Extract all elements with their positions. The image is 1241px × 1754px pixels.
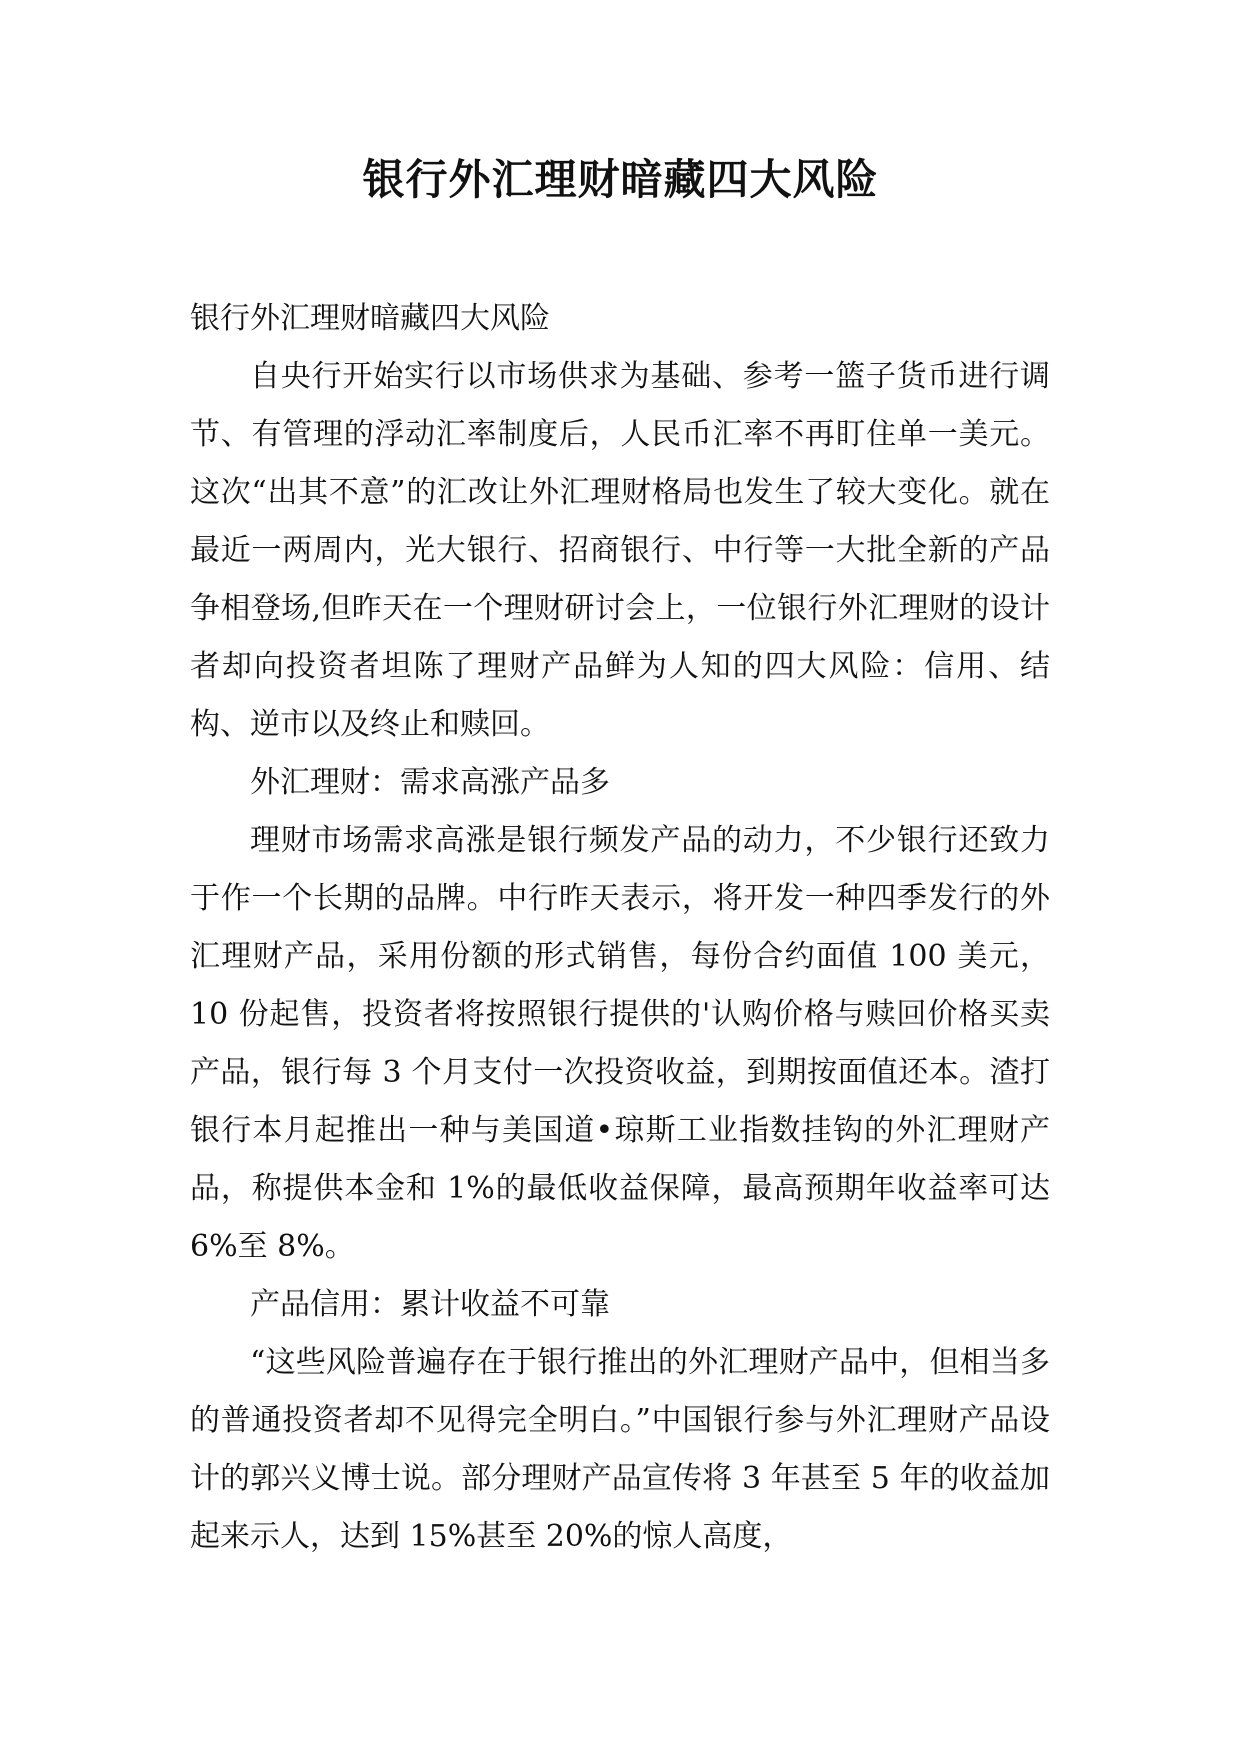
body-paragraph: 自央行开始实行以市场供求为基础、参考一篮子货币进行调节、有管理的浮动汇率制度后，人民币汇率不再盯住单一美元。这次“出其不意”的汇改让外汇理财格局也发生了较大变化。就在最近一两周内，光大银行、招商银行、中行等一大批全新的产品争相登场,但昨天在一个理财研讨会上，一位银行外汇理财的设计者却向投资者坦陈了理财产品鲜为人知的四大风险：信用、结构、逆市以及终止和赎回。 [190, 359, 1050, 742]
body-paragraph: 银行外汇理财暗藏四大风险 [190, 301, 550, 336]
document-title: 银行外汇理财暗藏四大风险 [362, 155, 879, 204]
body-paragraph: 理财市场需求高涨是银行频发产品的动力，不少银行还致力于作一个长期的品牌。中行昨天表示，将开发一种四季发行的外汇理财产品，采用份额的形式销售，每份合约面值 100 美元，10 份起售，投资者将按照银行提供的'认购价格与赎回价格买卖产品，银行每 3 个月支付一次投资收益，到期按面值还本。渣打银行本月起推出一种与美国道•琼斯工业指数挂钩的外汇理财产品，称提供本金和 1%的最低收益保障，最高预期年收益率可达 6%至 8%。 [190, 823, 1050, 1264]
section-heading: 外汇理财：需求高涨产品多 [250, 765, 610, 800]
document-body [190, 290, 1050, 1566]
body-paragraph: “这些风险普遍存在于银行推出的外汇理财产品中，但相当多的普通投资者却不见得完全明白。”中国银行参与外汇理财产品设计的郭兴义博士说。部分理财产品宣传将 3 年甚至 5 年的收益加起来示人，达到 15%甚至 20%的惊人高度， [190, 1345, 1050, 1554]
section-heading: 产品信用：累计收益不可靠 [250, 1287, 610, 1322]
